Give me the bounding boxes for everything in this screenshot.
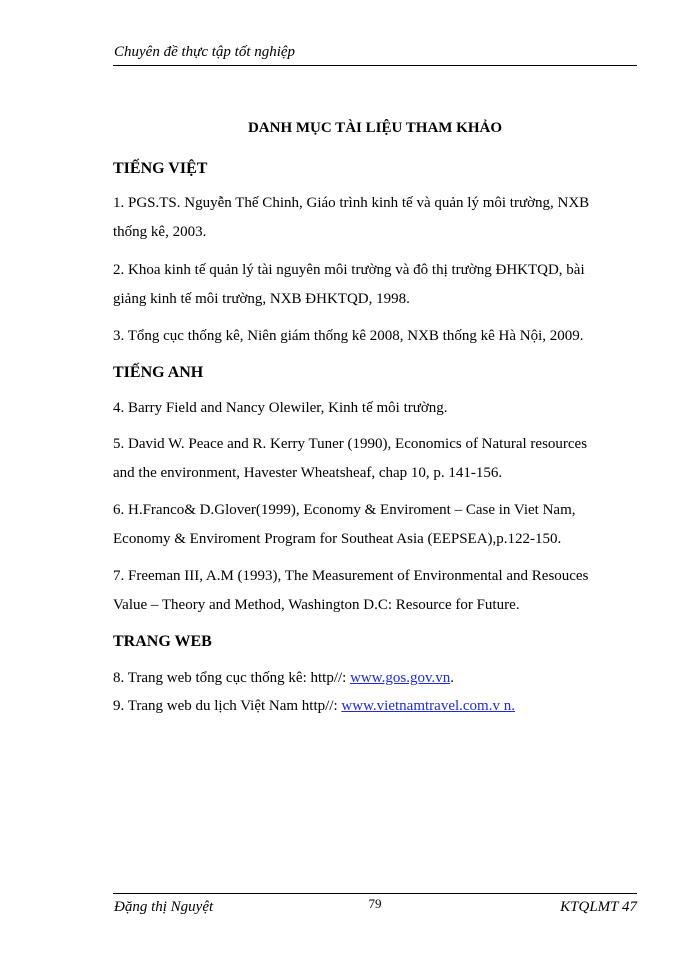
reference-7-line-2: Value – Theory and Method, Washington D.C: Resource for Future. xyxy=(113,597,520,613)
reference-5-line-2: and the environment, Havester Wheatsheaf, chap 10, p. 141-156. xyxy=(113,465,503,481)
header-title: Chuyên đề thực tập tốt nghiệp xyxy=(114,44,296,60)
reference-1-line-2: thống kê, 2003. xyxy=(113,224,207,240)
reference-6-line-1: 6. H.Franco& D.Glover(1999), Economy & Enviroment – Case in Viet Nam, xyxy=(113,502,576,518)
reference-9-text: 9. Trang web du lịch Việt Nam http//: xyxy=(113,698,342,714)
page-number: 79 xyxy=(368,896,382,911)
gos-website-link[interactable]: www.gos.gov.vn xyxy=(350,670,451,686)
reference-2-line-2: giảng kinh tế môi trường, NXB ĐHKTQD, 1998. xyxy=(113,291,410,307)
vietnamtravel-website-link[interactable]: www.vietnamtravel.com.v n. xyxy=(341,698,515,714)
reference-4-line-1: 4. Barry Field and Nancy Olewiler, Kinh tế môi trường. xyxy=(113,400,448,416)
section-heading-web: TRANG WEB xyxy=(113,633,212,650)
reference-8 xyxy=(113,670,637,687)
reference-1-line-1: 1. PGS.TS. Nguyễn Thế Chinh, Giáo trình kinh tế và quản lý môi trường, NXB xyxy=(113,195,590,211)
section-heading-english: TIẾNG ANH xyxy=(113,364,204,381)
footer-author: Đặng thị Nguyệt xyxy=(114,899,214,915)
reference-9 xyxy=(113,698,637,715)
reference-2-line-1: 2. Khoa kinh tế quản lý tài nguyên môi trường và đô thị trường ĐHKTQD, bài xyxy=(113,262,585,278)
reference-8-suffix: . xyxy=(450,670,454,686)
reference-5-line-1: 5. David W. Peace and R. Kerry Tuner (1990), Economics of Natural resources xyxy=(113,436,588,452)
reference-7-line-1: 7. Freeman III, A.M (1993), The Measurement of Environmental and Resouces xyxy=(113,568,589,584)
section-heading-vietnamese: TIẾNG VIỆT xyxy=(113,160,208,177)
header-rule xyxy=(113,65,637,66)
reference-8-text: 8. Trang web tổng cục thống kê: http//: xyxy=(113,670,351,686)
reference-3-line-1: 3. Tổng cục thống kê, Niên giám thống kê 2008, NXB thống kê Hà Nội, 2009. xyxy=(113,328,584,344)
page-title: DANH MỤC TÀI LIỆU THAM KHẢO xyxy=(247,120,503,136)
footer-class-code: KTQLMT 47 xyxy=(560,899,637,915)
reference-6-line-2: Economy & Enviroment Program for Southeat Asia (EEPSEA),p.122-150. xyxy=(113,531,562,547)
footer-rule xyxy=(113,893,637,894)
